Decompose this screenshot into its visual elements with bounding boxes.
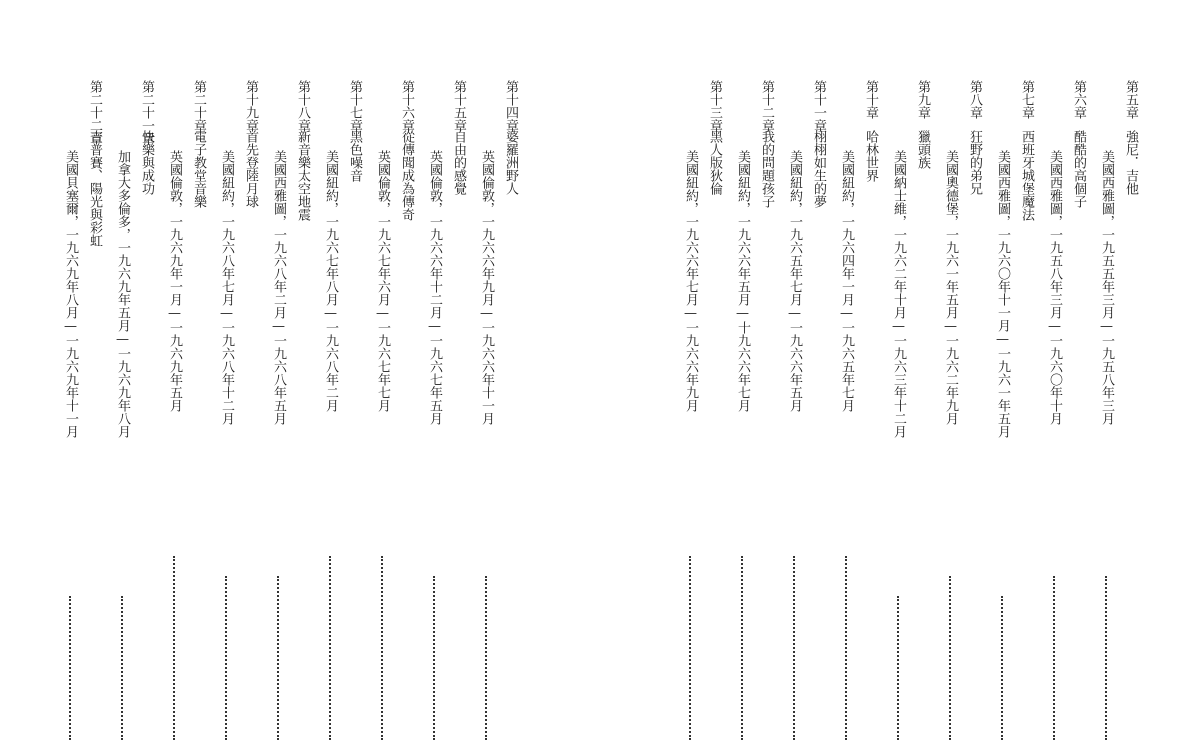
dotted-leader xyxy=(793,556,795,740)
chapter-detail-column xyxy=(268,0,288,743)
toc-entry xyxy=(136,0,156,743)
chapter-detail-column xyxy=(1096,0,1116,743)
chapter-title: 吉普賽、陽光與彩虹 xyxy=(87,130,102,247)
dotted-leader xyxy=(741,556,743,740)
chapter-number: 第九章 xyxy=(915,80,930,119)
toc-entry xyxy=(704,0,724,743)
toc-entry xyxy=(912,0,932,743)
chapter-title: 婆羅洲野人 xyxy=(503,130,518,195)
dotted-leader xyxy=(277,576,279,740)
toc-entry xyxy=(1016,0,1036,743)
toc-entry xyxy=(1120,0,1140,743)
chapter-place-date: 英國倫敦，一九六七年六月—一九六七年七月 xyxy=(375,150,390,412)
toc-entry xyxy=(860,0,880,743)
toc-entry xyxy=(292,0,312,743)
toc-entry xyxy=(396,0,416,743)
chapter-place-date: 英國倫敦，一九六九年一月—一九六九年五月 xyxy=(167,150,182,412)
chapter-place-date: 加拿大多倫多，一九六九年五月—一九六九年八月 xyxy=(115,150,130,438)
dotted-leader xyxy=(1001,596,1003,740)
chapter-title: 西班牙城堡魔法 xyxy=(1019,130,1034,221)
dotted-leader xyxy=(949,576,951,740)
toc-entry xyxy=(448,0,468,743)
chapter-place-date: 美國西雅圖，一九五五年三月—一九五八年三月 xyxy=(1099,150,1114,425)
chapter-place-date: 美國紐約，一九六六年五月—十九六六年七月 xyxy=(735,150,750,412)
toc-page-right xyxy=(600,0,1200,743)
chapter-title: 栩栩如生的夢 xyxy=(811,130,826,208)
toc-entry xyxy=(344,0,364,743)
dotted-leader xyxy=(897,596,899,740)
chapter-place-date: 美國納士維，一九六二年十月—一九六三年十二月 xyxy=(891,150,906,438)
chapter-place-date: 美國西雅圖，一九六〇年十一月—一九六一年五月 xyxy=(995,150,1010,438)
chapter-number: 第十五章 xyxy=(451,80,466,132)
dotted-leader xyxy=(329,556,331,740)
chapter-detail-column xyxy=(888,0,908,743)
chapter-place-date: 美國奧德堡，一九六一年五月—一九六二年九月 xyxy=(943,150,958,425)
chapter-place-date: 美國紐約，一九六八年七月—一九六八年十二月 xyxy=(219,150,234,425)
toc-entry xyxy=(1068,0,1088,743)
chapter-number: 第十四章 xyxy=(503,80,518,132)
chapter-detail-column xyxy=(680,0,700,743)
chapter-place-date: 美國西雅圖，一九六八年二月—一九六八年五月 xyxy=(271,150,286,425)
chapter-detail-column xyxy=(372,0,392,743)
chapter-number: 第二十章 xyxy=(191,80,206,132)
chapter-title: 快樂與成功 xyxy=(139,130,154,195)
chapter-place-date: 英國倫敦，一九六六年九月—一九六六年十一月 xyxy=(479,150,494,425)
chapter-title: 從傳聞成為傳奇 xyxy=(399,130,414,221)
chapter-place-date: 英國倫敦，一九六六年十二月—一九六七年五月 xyxy=(427,150,442,425)
dotted-leader xyxy=(381,556,383,740)
chapter-detail-column xyxy=(784,0,804,743)
dotted-leader xyxy=(689,556,691,740)
chapter-number: 第六章 xyxy=(1071,80,1086,119)
chapter-place-date: 美國紐約，一九六五年七月—一九六六年五月 xyxy=(787,150,802,412)
dotted-leader xyxy=(485,576,487,740)
chapter-number: 第八章 xyxy=(967,80,982,119)
chapter-number: 第十九章 xyxy=(243,80,258,132)
chapter-detail-column xyxy=(164,0,184,743)
chapter-title: 獵頭族 xyxy=(915,130,930,169)
chapter-title: 電子教堂音樂 xyxy=(191,130,206,208)
toc-entry xyxy=(964,0,984,743)
chapter-title: 哈林世界 xyxy=(863,130,878,182)
chapter-number: 第七章 xyxy=(1019,80,1034,119)
chapter-title: 首先登陸月球 xyxy=(243,130,258,208)
dotted-leader xyxy=(433,576,435,740)
chapter-detail-column xyxy=(476,0,496,743)
chapter-place-date: 美國西雅圖，一九五八年三月—一九六〇年十月 xyxy=(1047,150,1062,425)
chapter-title: 狂野的弟兄 xyxy=(967,130,982,195)
chapter-title: 強尼．吉他 xyxy=(1123,130,1138,195)
chapter-number: 第十二章 xyxy=(759,80,774,132)
chapter-place-date: 美國紐約，一九六六年七月—一九六六年九月 xyxy=(683,150,698,412)
toc-entry xyxy=(756,0,776,743)
toc-entry xyxy=(500,0,520,743)
toc-entry xyxy=(240,0,260,743)
chapter-place-date: 美國貝塞爾，一九六九年八月—一九六九年十一月 xyxy=(63,150,78,438)
dotted-leader xyxy=(121,596,123,740)
dotted-leader xyxy=(173,556,175,740)
chapter-number: 第五章 xyxy=(1123,80,1138,119)
chapter-detail-column xyxy=(112,0,132,743)
chapter-number: 第二十二章 xyxy=(87,80,102,145)
chapter-detail-column xyxy=(320,0,340,743)
chapter-detail-column xyxy=(732,0,752,743)
chapter-number: 第十八章 xyxy=(295,80,310,132)
chapter-detail-column xyxy=(424,0,444,743)
chapter-title: 自由的感覺 xyxy=(451,130,466,195)
chapter-number: 第十章 xyxy=(863,80,878,119)
chapter-detail-column xyxy=(992,0,1012,743)
dotted-leader xyxy=(1105,576,1107,740)
chapter-title: 酷酷的高個子 xyxy=(1071,130,1086,208)
chapter-number: 第二十一章 xyxy=(139,80,154,145)
chapter-detail-column xyxy=(836,0,856,743)
chapter-number: 第十七章 xyxy=(347,80,362,132)
chapter-place-date: 美國紐約，一九六四年一月—一九六五年七月 xyxy=(839,150,854,412)
toc-entry xyxy=(188,0,208,743)
dotted-leader xyxy=(1053,576,1055,740)
toc-entry xyxy=(808,0,828,743)
chapter-title: 黑人版狄倫 xyxy=(707,130,722,195)
toc-entry xyxy=(84,0,104,743)
chapter-detail-column xyxy=(216,0,236,743)
chapter-title: 黑色噪音 xyxy=(347,130,362,182)
chapter-title: 新音樂太空地震 xyxy=(295,130,310,221)
chapter-number: 第十三章 xyxy=(707,80,722,132)
chapter-number: 第十六章 xyxy=(399,80,414,132)
dotted-leader xyxy=(845,556,847,740)
chapter-title: 我的問題孩子 xyxy=(759,130,774,208)
chapter-place-date: 美國紐約，一九六七年八月—一九六八年二月 xyxy=(323,150,338,412)
chapter-detail-column xyxy=(940,0,960,743)
dotted-leader xyxy=(69,596,71,740)
chapter-detail-column xyxy=(1044,0,1064,743)
chapter-detail-column xyxy=(60,0,80,743)
chapter-number: 第十一章 xyxy=(811,80,826,132)
dotted-leader xyxy=(225,576,227,740)
